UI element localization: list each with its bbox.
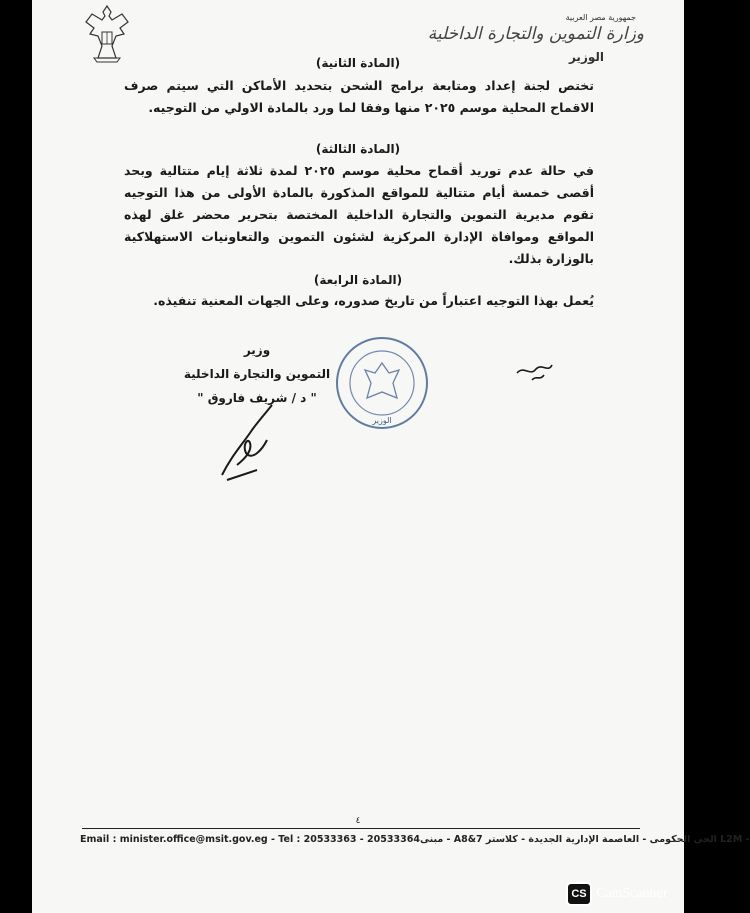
camscanner-label: CamScanner bbox=[596, 886, 668, 901]
ministry-name: وزارة التموين والتجارة الداخلية bbox=[427, 24, 644, 44]
document-page bbox=[32, 0, 750, 913]
page-number: ٤ bbox=[355, 816, 361, 826]
camscanner-watermark bbox=[566, 883, 668, 905]
initial-signature bbox=[512, 355, 557, 385]
egypt-eagle-emblem bbox=[82, 2, 132, 64]
handwritten-signature bbox=[212, 395, 297, 485]
footer bbox=[80, 834, 750, 845]
article-4-title: (المادة الرابعة) bbox=[313, 273, 403, 287]
signatory-name: " د / شريف فاروق " bbox=[197, 391, 317, 405]
article-3-text: في حالة عدم توريد أقماح محلية موسم ٢٠٢٥ لمدة ثلاثة إيام متتالية وبحد أقصى خمسة أيام متتالية للمواقع المذكورة بالمادة الأولى من هذا التوجيه تقوم مديرية التموين والتجارة الداخلية المختصة بتحرير محضر غلق لهذه المواقع وموافاة الإدارة المركزية لشئون التموين والتعاونيات الاستهلاكية بالوزارة بذلك. bbox=[124, 163, 594, 266]
office-label: الوزير bbox=[568, 50, 604, 64]
signatory-role: وزير bbox=[243, 343, 271, 357]
stamp-label: الوزير bbox=[372, 416, 392, 425]
article-4-text: يُعمل بهذا التوجيه اعتباراً من تاريخ صدوره، وعلى الجهات المعنية تنفيذه. bbox=[153, 293, 594, 308]
footer-divider bbox=[82, 828, 640, 829]
official-stamp bbox=[327, 328, 437, 438]
camscanner-logo-icon: CS bbox=[566, 882, 592, 906]
government-line: جمهورية مصر العربية bbox=[565, 13, 636, 22]
article-2-title: (المادة الثانية) bbox=[315, 56, 401, 70]
footer-address: - L2M الحى الحكومى - العاصمة الإدارية الجديدة - كلاستر A8&7 - مبنى bbox=[419, 834, 750, 845]
signatory-ministry: التموين والتجارة الداخلية bbox=[183, 367, 331, 381]
footer-contact: Email : minister.office@msit.gov.eg - Tel : 20533363 - 20533364 bbox=[80, 834, 420, 845]
article-3-title: (المادة الثالثة) bbox=[315, 142, 401, 156]
article-2-text: تختص لجنة إعداد ومتابعة برامج الشحن بتحديد الأماكن التي سيتم صرف الاقماح المحلية موسم ٢٠٢٥ منها وفقا لما ورد بالمادة الاولي من التوجيه. bbox=[124, 78, 594, 115]
